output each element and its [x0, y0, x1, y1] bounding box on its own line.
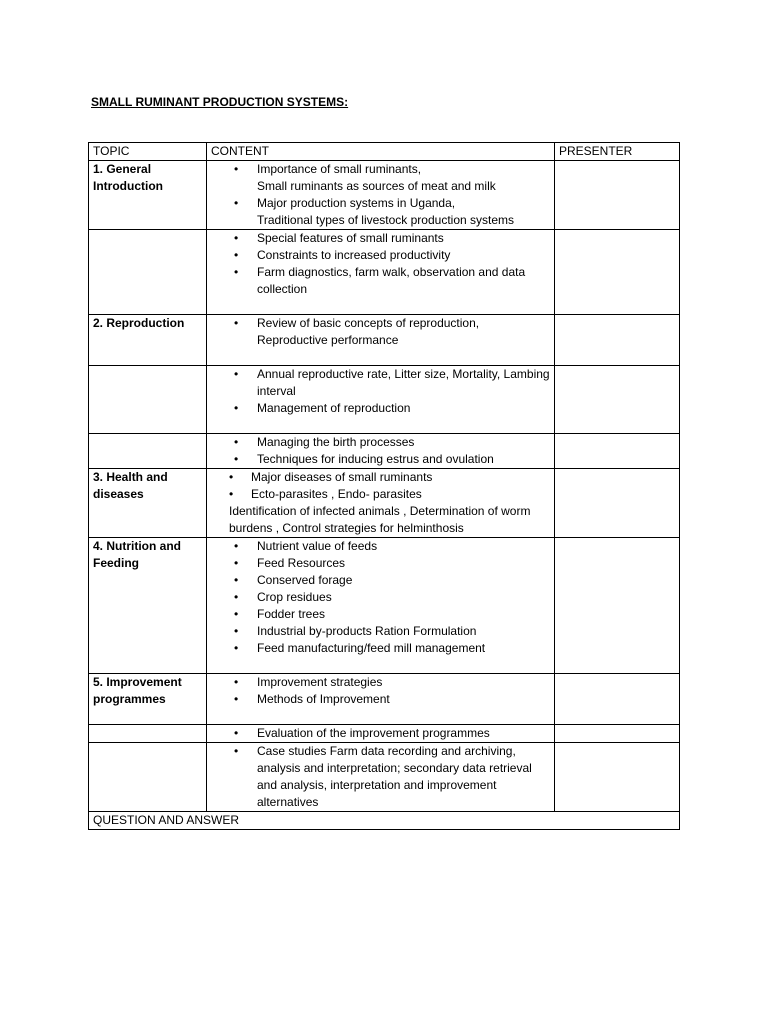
bullet-icon: • [234, 162, 239, 176]
content-cell [207, 469, 555, 538]
table-row [89, 469, 680, 538]
content-cell [207, 315, 555, 366]
content-cell [207, 434, 555, 469]
bullet-icon: • [234, 231, 239, 245]
content-cell [207, 230, 555, 315]
list-item: • Feed Resources [234, 556, 346, 570]
header-topic: TOPIC [89, 143, 207, 161]
bullet-icon: • [234, 692, 239, 706]
bullet-icon: • [234, 401, 239, 415]
header-presenter: PRESENTER [555, 143, 680, 161]
bullet-icon: • [234, 556, 239, 570]
bullet-icon: • [234, 607, 239, 621]
list-item: • Evaluation of the improvement programmes [234, 726, 490, 740]
bullet-icon: • [234, 590, 239, 604]
list-item: • Importance of small ruminants, [234, 162, 422, 176]
content-cell [207, 161, 555, 230]
header-content: CONTENT [207, 143, 555, 161]
table-row [89, 725, 680, 743]
list-item: • Improvement strategies [234, 675, 383, 689]
header-row [89, 143, 680, 161]
bullet-icon: • [234, 265, 239, 279]
table-row [89, 743, 680, 812]
list-item: • Major diseases of small ruminants [229, 470, 433, 484]
presenter-cell[interactable] [555, 469, 680, 538]
content-cell [207, 725, 555, 743]
content-cell [207, 366, 555, 434]
table-row [89, 315, 680, 366]
table-row [89, 434, 680, 469]
list-item: • Farm diagnostics, farm walk, observation and data collection [234, 265, 526, 296]
bullet-icon: • [234, 726, 239, 740]
document-title: SMALL RUMINANT PRODUCTION SYSTEMS: [91, 95, 349, 109]
bullet-icon: • [234, 539, 239, 553]
topic-cell: 2. Reproduction [89, 315, 207, 366]
list-item: • Review of basic concepts of reproduction, Reproductive performance [234, 316, 480, 347]
topic-cell [89, 743, 207, 812]
presenter-cell[interactable] [555, 315, 680, 366]
table-row [89, 366, 680, 434]
list-item: • Techniques for inducing estrus and ovulation [234, 452, 494, 466]
topic-cell: 3. Health and diseases [89, 469, 207, 538]
topic-cell: 1. General Introduction [89, 161, 207, 230]
list-item-continuation: Traditional types of livestock production systems [257, 213, 514, 227]
list-item: • Ecto-parasites , Endo- parasites [229, 487, 422, 501]
table-row [89, 538, 680, 674]
presenter-cell[interactable] [555, 538, 680, 674]
list-item: • Nutrient value of feeds [234, 539, 378, 553]
topic-cell [89, 725, 207, 743]
presenter-cell[interactable] [555, 230, 680, 315]
content-text: Identification of infected animals , Determination of worm burdens , Control strategies for helminthosis [229, 504, 531, 535]
topic-cell [89, 366, 207, 434]
table-row [89, 674, 680, 725]
presenter-cell[interactable] [555, 434, 680, 469]
bullet-icon: • [234, 367, 239, 381]
list-item: • Major production systems in Uganda, [234, 196, 456, 210]
list-item-continuation: Small ruminants as sources of meat and milk [257, 179, 496, 193]
list-item: • Management of reproduction [234, 401, 411, 415]
presenter-cell[interactable] [555, 366, 680, 434]
presenter-cell[interactable] [555, 674, 680, 725]
bullet-icon: • [234, 248, 239, 262]
table-row [89, 161, 680, 230]
schedule-table [88, 142, 680, 830]
bullet-icon: • [229, 470, 234, 484]
bullet-icon: • [234, 196, 239, 210]
topic-cell: 4. Nutrition and Feeding [89, 538, 207, 674]
list-item: • Managing the birth processes [234, 435, 415, 449]
list-item: • Fodder trees [234, 607, 326, 621]
list-item: • Feed manufacturing/feed mill management [234, 641, 486, 655]
bullet-icon: • [234, 675, 239, 689]
bullet-icon: • [234, 641, 239, 655]
topic-cell: 5. Improvement programmes [89, 674, 207, 725]
topic-cell [89, 230, 207, 315]
bullet-icon: • [229, 487, 234, 501]
list-item: • Crop residues [234, 590, 332, 604]
topic-cell [89, 434, 207, 469]
presenter-cell[interactable] [555, 725, 680, 743]
bullet-icon: • [234, 744, 239, 758]
list-item: • Industrial by-products Ration Formulation [234, 624, 477, 638]
presenter-cell[interactable] [555, 743, 680, 812]
presenter-cell[interactable] [555, 161, 680, 230]
content-cell [207, 538, 555, 674]
bullet-icon: • [234, 316, 239, 330]
content-cell [207, 674, 555, 725]
list-item: • Methods of Improvement [234, 692, 390, 706]
footer-row [89, 812, 680, 830]
question-and-answer-cell: QUESTION AND ANSWER [89, 812, 680, 830]
list-item: • Conserved forage [234, 573, 353, 587]
list-item: • Case studies Farm data recording and archiving, analysis and interpretation; secondary data retrieval and analysis, interpretation and improvement alternatives [234, 744, 532, 809]
bullet-icon: • [234, 573, 239, 587]
list-item: • Annual reproductive rate, Litter size, Mortality, Lambing interval [234, 367, 550, 398]
bullet-icon: • [234, 452, 239, 466]
bullet-icon: • [234, 624, 239, 638]
list-item: • Constraints to increased productivity [234, 248, 451, 262]
bullet-icon: • [234, 435, 239, 449]
content-cell [207, 743, 555, 812]
list-item: • Special features of small ruminants [234, 231, 444, 245]
table-row [89, 230, 680, 315]
